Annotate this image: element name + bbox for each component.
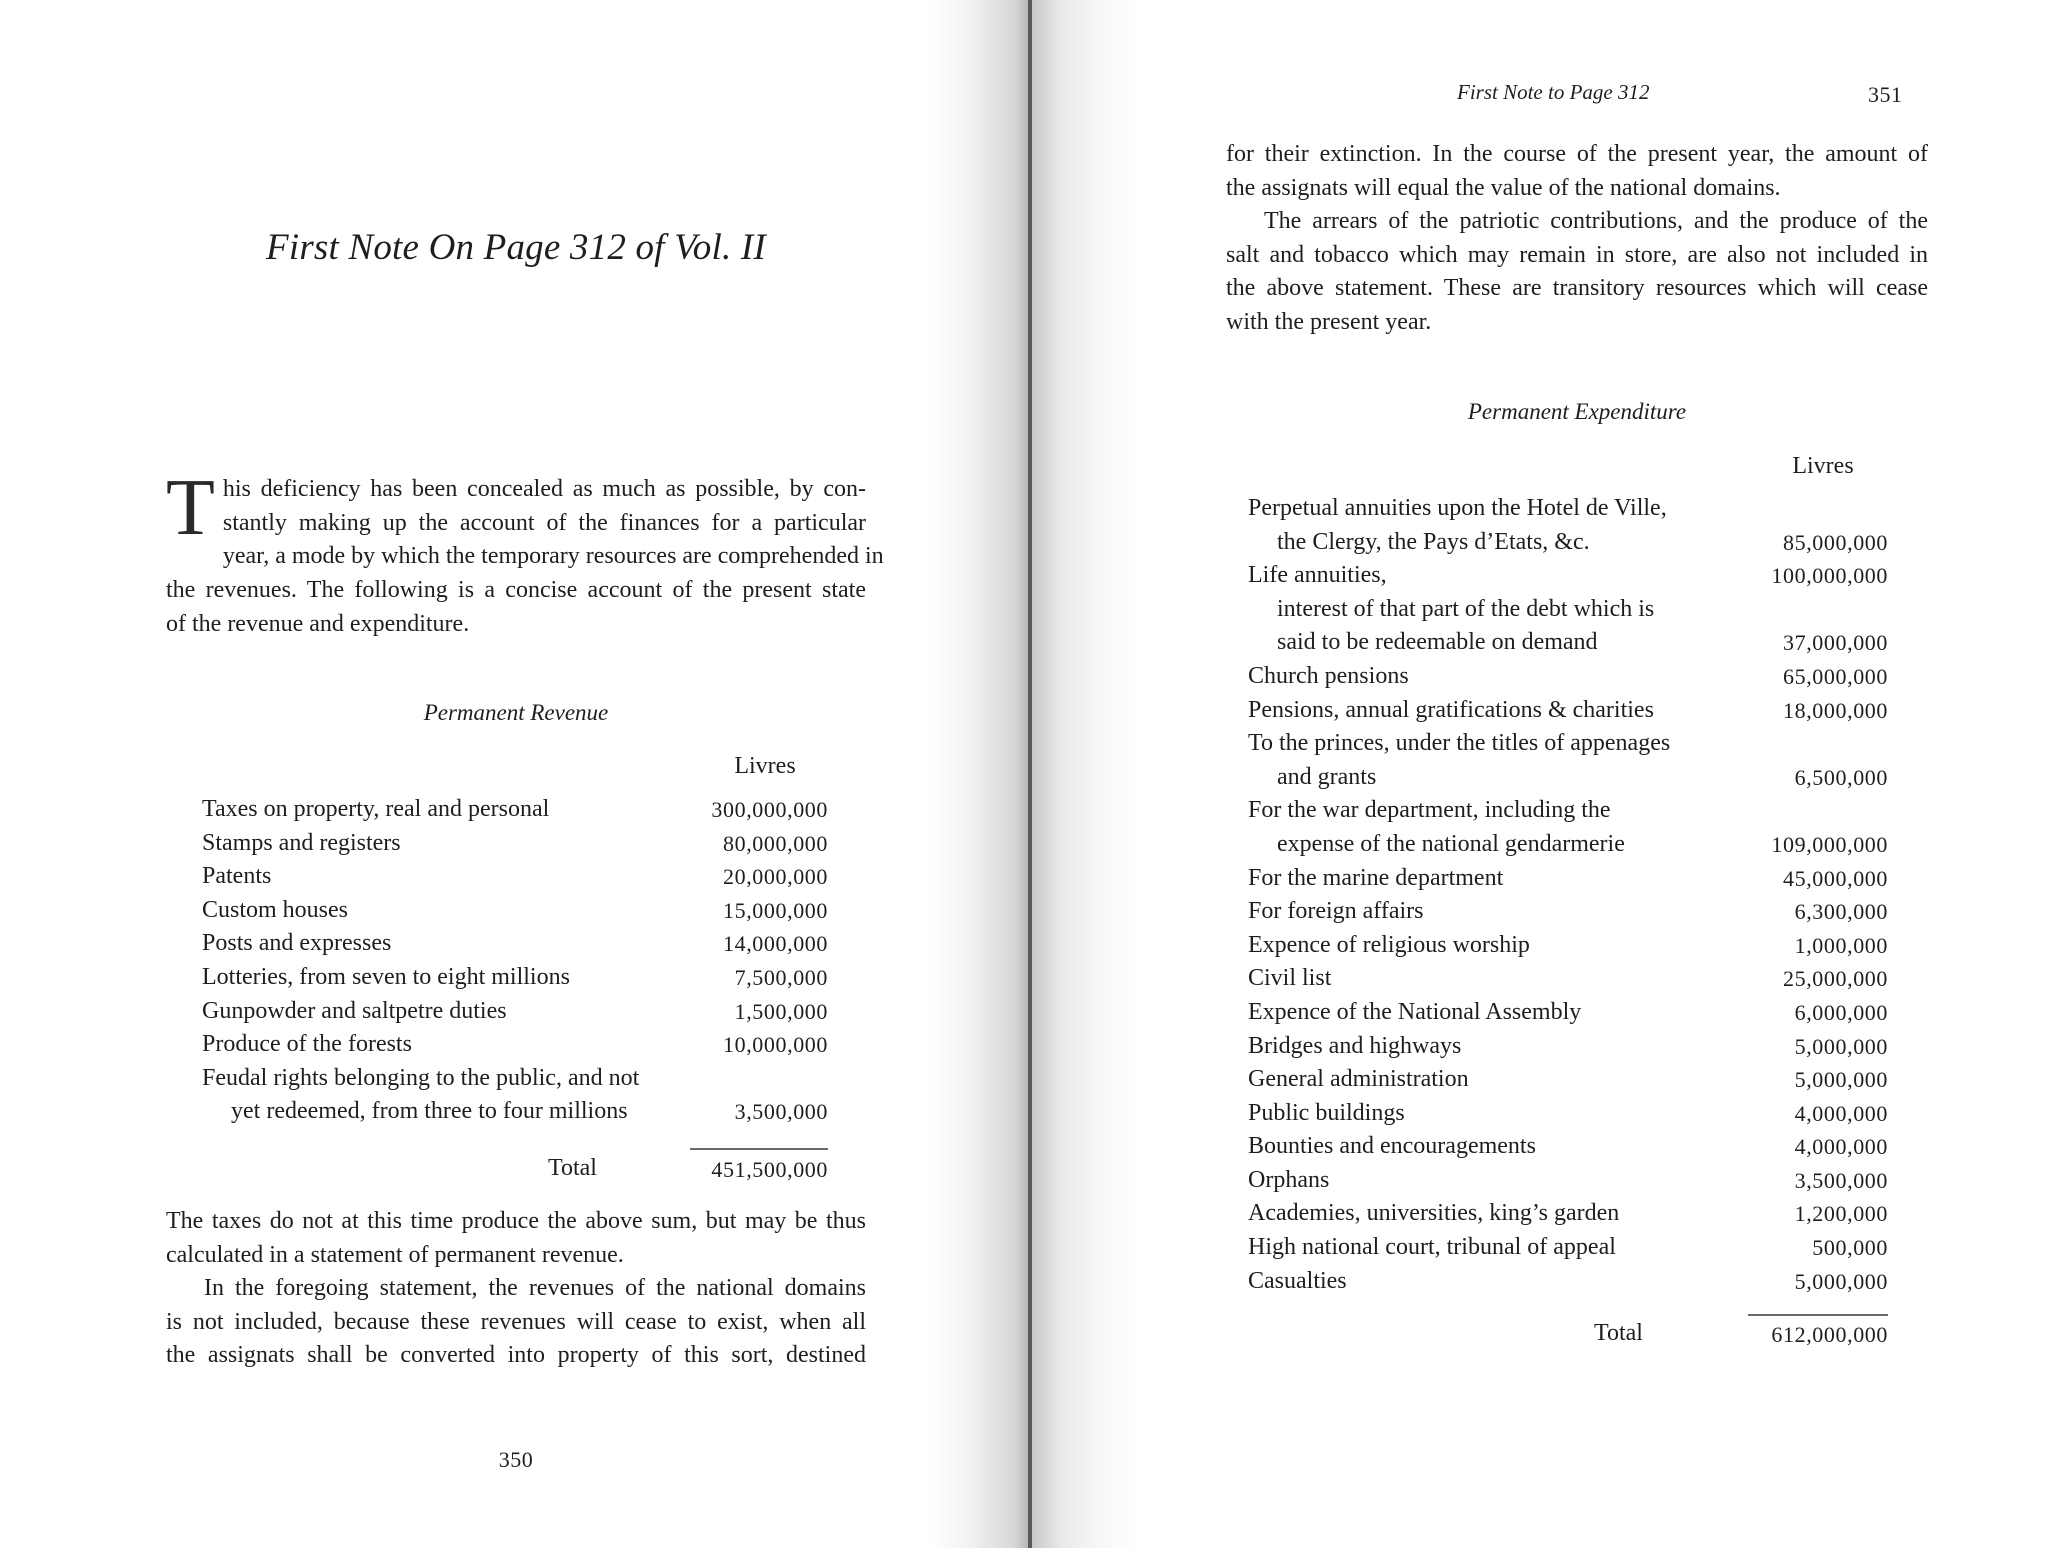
table-row [202,894,828,928]
row-label: Patents [202,863,272,890]
row-value: 100,000,000 [1771,563,1888,589]
row-label: Posts and expresses [202,930,392,957]
revenue-heading: Permanent Revenue [423,700,609,725]
table-row [1248,526,1888,560]
table-row [202,961,828,995]
row-label: Perpetual annuities upon the Hotel de Ville, [1248,495,1667,521]
table-row [1248,559,1888,593]
table-row [1248,694,1888,728]
table-row [1248,794,1888,828]
row-value: 85,000,000 [1783,529,1888,555]
taxes-paragraph [166,1205,866,1272]
revenue-total-rule [690,1148,828,1150]
expenditure-table [1248,492,1888,1298]
text-line: The arrears of the patriotic contributions, and the produce of the [1264,208,1928,234]
table-row [202,1062,828,1096]
row-label: Civil list [1248,965,1332,992]
row-value: 5,000,000 [1794,1033,1888,1059]
row-value: 1,500,000 [734,998,828,1024]
row-label: Life annuities, [1248,562,1387,589]
row-label: expense of the national gendarmerie [1277,830,1625,857]
row-label: General administration [1248,1066,1469,1093]
intro-line: year, a mode by which the temporary resources are comprehended in [222,543,884,570]
row-label: Orphans [1248,1166,1330,1193]
row-label: Taxes on property, real and personal [202,796,550,822]
table-row [1248,727,1888,761]
row-label: Pensions, annual gratifications & charities [1248,696,1654,723]
gutter-shadow-left [930,0,1030,1548]
row-label: Custom houses [202,896,349,923]
page-number-left: 350 [498,1447,534,1472]
expenditure-unit-header: Livres [1792,453,1854,479]
row-value: 80,000,000 [723,830,828,856]
row-value: 6,000,000 [1794,999,1888,1025]
table-row [1248,1030,1888,1064]
row-value: 6,500,000 [1794,764,1888,790]
expenditure-heading: Permanent Expenditure [1467,399,1687,424]
expenditure-total-value: 612,000,000 [1771,1322,1888,1347]
row-value: 37,000,000 [1783,630,1888,656]
text-line: the above statement. These are transitory resources which will cease [1226,275,1928,302]
row-label: Feudal rights belonging to the public, and not [202,1064,640,1091]
row-value: 3,500,000 [734,1099,828,1125]
table-row [202,1028,828,1062]
row-value: 3,500,000 [1794,1167,1888,1193]
table-row [1248,660,1888,694]
row-label: Stamps and registers [202,829,401,856]
table-row [1248,895,1888,929]
table-row [202,793,828,827]
row-label: interest of that part of the debt which is [1277,595,1655,622]
row-label: High national court, tribunal of appeal [1248,1234,1616,1261]
row-label: Expence of the National Assembly [1248,998,1582,1025]
table-row [1248,492,1888,526]
row-label: Gunpowder and saltpetre duties [202,997,507,1024]
row-value: 18,000,000 [1783,697,1888,723]
row-label: Produce of the forests [202,1031,412,1058]
revenue-table [202,793,828,1129]
table-row [1248,626,1888,660]
table-row [1248,1265,1888,1299]
table-row [1248,1097,1888,1131]
intro-line: stantly making up the account of the finances for a particular [222,509,866,536]
revenue-total-value: 451,500,000 [711,1157,828,1182]
row-value: 4,000,000 [1794,1100,1888,1126]
row-label: Academies, universities, king’s garden [1248,1200,1620,1227]
text-line: The taxes do not at this time produce the above sum, but may be thus [166,1208,866,1234]
row-label: the Clergy, the Pays d’Etats, &c. [1277,528,1590,555]
text-line: salt and tobacco which may remain in store, are also not included in [1226,241,1928,268]
row-value: 500,000 [1812,1235,1888,1261]
table-row [1248,962,1888,996]
row-value: 14,000,000 [723,931,828,957]
table-row [1248,593,1888,627]
extinction-paragraph [1226,138,1928,205]
table-row [202,995,828,1029]
table-row [1248,1164,1888,1198]
table-row [202,927,828,961]
row-value: 10,000,000 [723,1032,828,1058]
row-value: 45,000,000 [1783,865,1888,891]
row-label: yet redeemed, from three to four millions [231,1098,628,1125]
row-value: 5,000,000 [1794,1067,1888,1093]
revenue-unit-header: Livres [734,753,796,779]
row-label: Church pensions [1248,662,1409,689]
row-value: 25,000,000 [1783,966,1888,992]
intro-line: of the revenue and expenditure. [166,610,470,637]
row-value: 109,000,000 [1771,831,1888,857]
left-page [0,0,1028,1548]
row-label: said to be redeemable on demand [1277,629,1598,656]
table-row [1248,828,1888,862]
row-value: 7,500,000 [734,964,828,990]
table-row [1248,1130,1888,1164]
row-label: For the marine department [1248,864,1504,891]
row-label: Lotteries, from seven to eight millions [202,963,570,990]
page-number-right: 351 [1868,82,1903,107]
table-row [1248,996,1888,1030]
row-value: 300,000,000 [711,797,828,822]
revenue-total-label: Total [548,1155,597,1181]
chapter-title: First Note On Page 312 of Vol. II [266,227,766,268]
table-row [202,1095,828,1129]
table-row [202,827,828,861]
row-value: 15,000,000 [723,897,828,923]
running-head: First Note to Page 312 [1457,80,1650,104]
row-label: Casualties [1248,1267,1347,1294]
row-label: Bridges and highways [1248,1032,1462,1059]
row-value: 20,000,000 [723,864,828,890]
row-value: 65,000,000 [1783,663,1888,689]
table-row [1248,1231,1888,1265]
row-label: To the princes, under the titles of appenages [1248,730,1671,757]
text-line: the assignats shall be converted into property of this sort, destined [166,1342,866,1369]
intro-line: the revenues. The following is a concise account of the present state [166,577,866,604]
table-row [1248,862,1888,896]
table-row [1248,929,1888,963]
row-value: 1,000,000 [1794,932,1888,958]
row-value: 5,000,000 [1794,1268,1888,1294]
table-row [1248,1197,1888,1231]
expenditure-total-label: Total [1594,1320,1643,1346]
row-value: 6,300,000 [1794,899,1888,925]
text-line: calculated in a statement of permanent revenue. [166,1241,624,1268]
row-label: Bounties and encouragements [1248,1133,1536,1160]
text-line: the assignats will equal the value of the national domains. [1226,174,1781,201]
row-label: For foreign affairs [1248,898,1424,925]
row-label: For the war department, including the [1248,797,1611,824]
table-row [202,860,828,894]
text-line: In the foregoing statement, the revenues of the national domains [204,1275,866,1301]
row-label: and grants [1277,763,1377,790]
drop-cap: T [166,464,215,552]
text-line: is not included, because these revenues will cease to exist, when all [166,1308,866,1335]
arrears-paragraph [1226,205,1928,340]
row-label: Expence of religious worship [1248,931,1530,958]
row-value: 1,200,000 [1794,1201,1888,1227]
text-line: for their extinction. In the course of the present year, the amount of [1226,141,1928,167]
table-row [1248,1063,1888,1097]
row-label: Public buildings [1248,1099,1405,1126]
intro-line: his deficiency has been concealed as much as possible, by con- [222,476,866,502]
row-value: 4,000,000 [1794,1134,1888,1160]
text-line: with the present year. [1226,309,1432,336]
expenditure-total-rule [1748,1314,1888,1316]
table-row [1248,761,1888,795]
intro-paragraph [166,464,884,642]
foregoing-paragraph [166,1272,866,1373]
